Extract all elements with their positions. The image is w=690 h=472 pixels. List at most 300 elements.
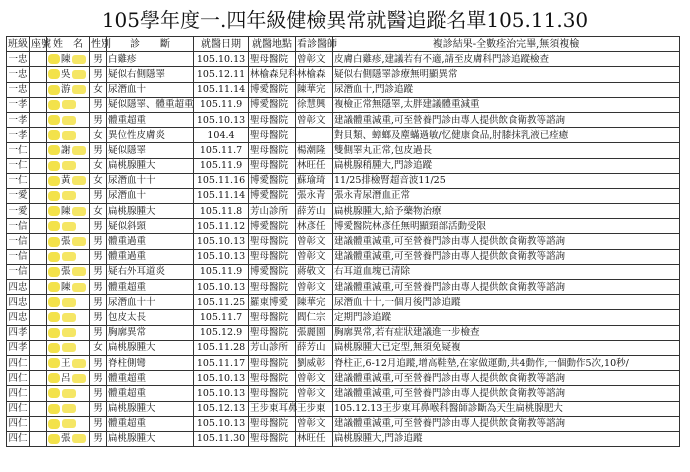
sex-cell: 男	[90, 401, 107, 416]
table-row	[7, 249, 680, 264]
diagnosis-cell: 扁桃腺腫大	[107, 401, 194, 416]
student-name: 黃	[61, 175, 71, 187]
diagnosis-cell: 扁桃腺腫大	[107, 204, 194, 219]
result-cell: 扁桃腺腫大已定型,無須免疑複	[333, 340, 680, 355]
date-cell: 105.10.13	[194, 371, 249, 386]
place-cell: 芳山診所	[249, 340, 296, 355]
seat-cell	[30, 355, 47, 370]
sex-cell: 男	[90, 67, 107, 82]
redaction-mark	[48, 69, 60, 79]
table-row	[7, 204, 680, 219]
sex-cell: 男	[90, 295, 107, 310]
table-row	[7, 128, 680, 143]
sex-cell: 男	[90, 355, 107, 370]
redaction-mark	[48, 176, 60, 186]
class-cell: 一孝	[7, 128, 30, 143]
place-cell: 聖母醫院	[249, 310, 296, 325]
doctor-cell: 張麗園	[296, 325, 333, 340]
sex-cell: 男	[90, 219, 107, 234]
table-row	[7, 416, 680, 431]
doctor-cell: 曾彰文	[296, 112, 333, 127]
seat-cell	[30, 386, 47, 401]
doctor-cell	[296, 128, 333, 143]
diagnosis-cell: 體重超重	[107, 112, 194, 127]
date-cell: 105.10.13	[194, 249, 249, 264]
diagnosis-cell: 尿潛血十	[107, 188, 194, 203]
table-row	[7, 158, 680, 173]
place-cell: 林榆森兒科	[249, 67, 296, 82]
seat-cell	[30, 416, 47, 431]
name-cell	[47, 371, 90, 386]
name-cell	[47, 416, 90, 431]
class-cell: 一愛	[7, 188, 30, 203]
table-row	[7, 401, 680, 416]
table-row	[7, 188, 680, 203]
place-cell: 聖母醫院	[249, 112, 296, 127]
seat-cell	[30, 112, 47, 127]
date-cell: 105.11.28	[194, 340, 249, 355]
table-row	[7, 264, 680, 279]
place-cell: 聖母醫院	[249, 249, 296, 264]
seat-cell	[30, 310, 47, 325]
seat-cell	[30, 188, 47, 203]
table-row	[7, 280, 680, 295]
date-cell: 105.12.9	[194, 325, 249, 340]
redaction-mark	[72, 237, 86, 246]
sex-cell: 男	[90, 188, 107, 203]
date-cell: 104.4	[194, 128, 249, 143]
date-cell: 105.12.11	[194, 67, 249, 82]
diagnosis-cell: 體重超重	[107, 371, 194, 386]
result-cell: 博愛醫院林彥任無明顯頸部活動受限	[333, 219, 680, 234]
table-row	[7, 340, 680, 355]
class-cell: 四孝	[7, 340, 30, 355]
class-cell: 一信	[7, 264, 30, 279]
name-cell	[47, 340, 90, 355]
seat-cell	[30, 67, 47, 82]
result-cell: 尿潛血十十,一個月後門診追蹤	[333, 295, 680, 310]
table-row	[7, 67, 680, 82]
class-cell: 一忠	[7, 82, 30, 97]
place-cell: 博愛醫院	[249, 219, 296, 234]
table-row	[7, 371, 680, 386]
redaction-mark	[48, 85, 60, 95]
redaction-mark	[72, 359, 86, 368]
diagnosis-cell: 白雞疹	[107, 52, 194, 67]
class-cell: 四仁	[7, 416, 30, 431]
place-cell: 聖母醫院	[249, 431, 296, 446]
sex-cell: 男	[90, 97, 107, 112]
diagnosis-cell: 尿潛血十十	[107, 295, 194, 310]
student-name: 張	[61, 236, 71, 248]
sex-cell: 女	[90, 82, 107, 97]
result-cell: 對貝類、蟑螂及塵蟎過敏/忆健康食品,肘膝抹乳液已痊癒	[333, 128, 680, 143]
seat-cell	[30, 82, 47, 97]
sex-cell: 女	[90, 158, 107, 173]
sex-cell: 男	[90, 143, 107, 158]
seat-cell	[30, 280, 47, 295]
sex-cell: 男	[90, 325, 107, 340]
name-cell	[47, 173, 90, 188]
place-cell: 聖母醫院	[249, 355, 296, 370]
class-cell: 四仁	[7, 386, 30, 401]
seat-cell	[30, 401, 47, 416]
class-cell: 一仁	[7, 173, 30, 188]
name-cell	[47, 249, 90, 264]
diagnosis-cell: 體重超重	[107, 280, 194, 295]
doctor-cell: 曾彰文	[296, 280, 333, 295]
seat-cell	[30, 295, 47, 310]
seat-cell	[30, 340, 47, 355]
header-seat: 座號	[30, 37, 47, 52]
redaction-mark	[48, 237, 60, 247]
name-cell	[47, 310, 90, 325]
sex-cell: 女	[90, 173, 107, 188]
doctor-cell: 曾彰文	[296, 234, 333, 249]
result-cell: 胸廓異常,若有症狀建議進一步檢查	[333, 325, 680, 340]
redaction-mark	[48, 115, 60, 125]
redaction-mark	[62, 419, 76, 428]
place-cell: 聖母醫院	[249, 280, 296, 295]
class-cell: 四忠	[7, 310, 30, 325]
redaction-mark	[62, 328, 76, 337]
table-row	[7, 295, 680, 310]
name-cell	[47, 219, 90, 234]
sex-cell: 男	[90, 431, 107, 446]
redaction-mark	[72, 283, 86, 292]
place-cell: 博愛醫院	[249, 188, 296, 203]
redaction-mark	[48, 191, 60, 201]
name-cell	[47, 386, 90, 401]
table-row	[7, 82, 680, 97]
result-cell: 尿潛血十,門診追蹤	[333, 82, 680, 97]
redaction-mark	[72, 374, 86, 383]
result-cell: 扁桃腺腫大,給予藥物治療	[333, 204, 680, 219]
date-cell: 105.10.13	[194, 280, 249, 295]
header-diagnosis: 診 斷	[107, 37, 194, 52]
student-name: 張	[61, 433, 71, 445]
header-class: 班級	[7, 37, 30, 52]
result-cell: 張永青尿潛血正常	[333, 188, 680, 203]
name-cell	[47, 204, 90, 219]
date-cell: 105.10.13	[194, 52, 249, 67]
date-cell: 105.11.9	[194, 264, 249, 279]
header-result: 複診結果-全數痊治完畢,無須複檢	[333, 37, 680, 52]
name-cell	[47, 97, 90, 112]
result-cell: 建議體重減重,可至營養門診由專人提供飲食衛教等諮詢	[333, 386, 680, 401]
name-cell	[47, 52, 90, 67]
sex-cell: 男	[90, 310, 107, 325]
seat-cell	[30, 52, 47, 67]
doctor-cell: 蔣敬文	[296, 264, 333, 279]
redaction-mark	[62, 131, 76, 140]
seat-cell	[30, 128, 47, 143]
date-cell: 105.11.9	[194, 97, 249, 112]
result-cell: 建議體重減重,可至營養門診由專人提供飲食衛教等諮詢	[333, 371, 680, 386]
page-title: 105學年度一.四年級健檢異常就醫追蹤名單105.11.30	[101, 8, 589, 32]
redaction-mark	[48, 373, 60, 383]
place-cell: 博愛醫院	[249, 173, 296, 188]
diagnosis-cell: 疑似右側隱睪	[107, 67, 194, 82]
doctor-cell: 王步東	[296, 401, 333, 416]
sex-cell: 男	[90, 52, 107, 67]
sex-cell: 男	[90, 416, 107, 431]
place-cell: 聖母醫院	[249, 416, 296, 431]
name-cell	[47, 264, 90, 279]
table-row	[7, 310, 680, 325]
name-cell	[47, 143, 90, 158]
doctor-cell: 薛芳山	[296, 340, 333, 355]
doctor-cell: 徐慧興	[296, 97, 333, 112]
seat-cell	[30, 325, 47, 340]
header-sex: 性別	[90, 37, 107, 52]
date-cell: 105.10.13	[194, 386, 249, 401]
class-cell: 四忠	[7, 280, 30, 295]
sex-cell: 女	[90, 128, 107, 143]
redaction-mark	[48, 221, 60, 231]
name-cell	[47, 82, 90, 97]
doctor-cell: 張永青	[296, 188, 333, 203]
redaction-mark	[48, 312, 60, 322]
place-cell: 博愛醫院	[249, 97, 296, 112]
result-cell: 定期門診追蹤	[333, 310, 680, 325]
student-name: 吳	[61, 68, 71, 80]
sex-cell: 男	[90, 249, 107, 264]
seat-cell	[30, 219, 47, 234]
redaction-mark	[48, 434, 60, 444]
class-cell: 一愛	[7, 204, 30, 219]
place-cell: 聖母醫院	[249, 386, 296, 401]
student-name: 張	[61, 266, 71, 278]
name-cell	[47, 158, 90, 173]
redaction-mark	[62, 313, 76, 322]
redaction-mark	[48, 130, 60, 140]
redaction-mark	[62, 116, 76, 125]
seat-cell	[30, 97, 47, 112]
doctor-cell: 閻仁宗	[296, 310, 333, 325]
date-cell: 105.12.13	[194, 401, 249, 416]
seat-cell	[30, 431, 47, 446]
date-cell: 105.11.8	[194, 204, 249, 219]
redaction-mark	[48, 297, 60, 307]
redaction-mark	[62, 389, 76, 398]
sex-cell: 男	[90, 112, 107, 127]
class-cell: 一孝	[7, 112, 30, 127]
result-cell: 建議體重減重,可至營養門診由專人提供飲食衛教等諮詢	[333, 280, 680, 295]
sex-cell: 男	[90, 280, 107, 295]
diagnosis-cell: 包皮太長	[107, 310, 194, 325]
redaction-mark	[72, 434, 86, 443]
result-cell: 11/25排檢腎超音波11/25	[333, 173, 680, 188]
result-cell: 扁桃腺稍腫大,門診追蹤	[333, 158, 680, 173]
doctor-cell: 曾彰文	[296, 52, 333, 67]
followup-table	[6, 36, 680, 447]
redaction-mark	[72, 55, 86, 64]
sex-cell: 男	[90, 264, 107, 279]
date-cell: 105.11.14	[194, 82, 249, 97]
diagnosis-cell: 扁桃腺腫大	[107, 158, 194, 173]
class-cell: 四仁	[7, 355, 30, 370]
place-cell: 聖母醫院	[249, 128, 296, 143]
date-cell: 105.11.7	[194, 310, 249, 325]
class-cell: 四仁	[7, 401, 30, 416]
redaction-mark	[48, 252, 60, 262]
name-cell	[47, 234, 90, 249]
doctor-cell: 曾彰文	[296, 386, 333, 401]
redaction-mark	[48, 328, 60, 338]
place-cell: 芳山診所	[249, 204, 296, 219]
table-row	[7, 143, 680, 158]
redaction-mark	[48, 100, 60, 110]
redaction-mark	[48, 358, 60, 368]
date-cell: 105.11.9	[194, 158, 249, 173]
place-cell: 王步東耳鼻	[249, 401, 296, 416]
doctor-cell: 陳華完	[296, 82, 333, 97]
name-cell	[47, 67, 90, 82]
class-cell: 一忠	[7, 52, 30, 67]
table-header-row	[7, 37, 680, 52]
doctor-cell: 曾彰文	[296, 416, 333, 431]
redaction-mark	[62, 100, 76, 109]
result-cell: 皮膚白雞疹,建議若有不適,請至皮膚科門診追蹤檢查	[333, 52, 680, 67]
doctor-cell: 林榆森	[296, 67, 333, 82]
date-cell: 105.11.17	[194, 355, 249, 370]
diagnosis-cell: 體重過重	[107, 234, 194, 249]
date-cell: 105.10.13	[194, 112, 249, 127]
doctor-cell: 林旺任	[296, 431, 333, 446]
seat-cell	[30, 158, 47, 173]
doctor-cell: 劉威彰	[296, 355, 333, 370]
redaction-mark	[72, 267, 86, 276]
redaction-mark	[62, 222, 76, 231]
diagnosis-cell: 尿潛血十十	[107, 173, 194, 188]
table-row	[7, 234, 680, 249]
name-cell	[47, 188, 90, 203]
header-place: 就醫地點	[249, 37, 296, 52]
date-cell: 105.11.7	[194, 143, 249, 158]
student-name: 陳	[61, 281, 71, 293]
date-cell: 105.11.16	[194, 173, 249, 188]
redaction-mark	[62, 343, 76, 352]
doctor-cell: 薛芳山	[296, 204, 333, 219]
redaction-mark	[48, 267, 60, 277]
name-cell	[47, 295, 90, 310]
class-cell: 一孝	[7, 97, 30, 112]
redaction-mark	[72, 146, 86, 155]
diagnosis-cell: 疑似斜頸	[107, 219, 194, 234]
diagnosis-cell: 胸廓異常	[107, 325, 194, 340]
place-cell: 聖母醫院	[249, 143, 296, 158]
sex-cell: 男	[90, 234, 107, 249]
sex-cell: 男	[90, 371, 107, 386]
table-row	[7, 431, 680, 446]
class-cell: 一信	[7, 234, 30, 249]
redaction-mark	[62, 404, 76, 413]
redaction-mark	[48, 419, 60, 429]
diagnosis-cell: 疑右外耳道炎	[107, 264, 194, 279]
redaction-mark	[48, 145, 60, 155]
result-cell: 105.12.13王步東耳鼻喉科醫師診斷為天生扁桃腺肥大	[333, 401, 680, 416]
result-cell: 雙側睪丸正常,包皮過長	[333, 143, 680, 158]
class-cell: 一信	[7, 249, 30, 264]
result-cell: 疑似右側隱睪診療無明顯異常	[333, 67, 680, 82]
redaction-mark	[72, 176, 86, 185]
doctor-cell: 林旺任	[296, 158, 333, 173]
student-name: 王	[61, 357, 71, 369]
result-cell: 右耳道血塊已清除	[333, 264, 680, 279]
class-cell: 四孝	[7, 325, 30, 340]
redaction-mark	[72, 85, 86, 94]
redaction-mark	[48, 161, 60, 171]
redaction-mark	[48, 54, 60, 64]
place-cell: 聖母醫院	[249, 158, 296, 173]
class-cell: 四忠	[7, 295, 30, 310]
seat-cell	[30, 249, 47, 264]
table-row	[7, 52, 680, 67]
table-row	[7, 97, 680, 112]
class-cell: 一仁	[7, 158, 30, 173]
redaction-mark	[62, 161, 76, 170]
header-date: 就醫日期	[194, 37, 249, 52]
redaction-mark	[48, 343, 60, 353]
date-cell: 105.10.13	[194, 234, 249, 249]
place-cell: 聖母醫院	[249, 371, 296, 386]
diagnosis-cell: 疑似隱睪、體重超重	[107, 97, 194, 112]
place-cell: 聖母醫院	[249, 325, 296, 340]
date-cell: 105.11.12	[194, 219, 249, 234]
result-cell: 複檢正常無隱睪,太胖建議體重減重	[333, 97, 680, 112]
class-cell: 一忠	[7, 67, 30, 82]
student-name: 謝	[61, 144, 71, 156]
student-name: 陳	[61, 205, 71, 217]
redaction-mark	[48, 388, 60, 398]
name-cell	[47, 431, 90, 446]
sex-cell: 女	[90, 340, 107, 355]
seat-cell	[30, 234, 47, 249]
doctor-cell: 蘇瑜琦	[296, 173, 333, 188]
seat-cell	[30, 143, 47, 158]
class-cell: 一信	[7, 219, 30, 234]
diagnosis-cell: 扁桃腺腫大	[107, 340, 194, 355]
student-name: 呂	[61, 372, 71, 384]
diagnosis-cell: 扁桃腺腫大	[107, 431, 194, 446]
seat-cell	[30, 173, 47, 188]
diagnosis-cell: 體重超重	[107, 416, 194, 431]
name-cell	[47, 280, 90, 295]
diagnosis-cell: 體重超重	[107, 386, 194, 401]
student-name: 游	[61, 84, 71, 96]
place-cell: 羅東博愛	[249, 295, 296, 310]
result-cell: 建議體重減重,可至營養門診由專人提供飲食衛教等諮詢	[333, 112, 680, 127]
diagnosis-cell: 體重過重	[107, 249, 194, 264]
header-doctor: 看診醫師	[296, 37, 333, 52]
date-cell: 105.11.30	[194, 431, 249, 446]
place-cell: 聖母醫院	[249, 52, 296, 67]
name-cell	[47, 128, 90, 143]
doctor-cell: 曾彰文	[296, 249, 333, 264]
name-cell	[47, 112, 90, 127]
result-cell: 建議體重減重,可至營養門診由專人提供飲食衛教等諮詢	[333, 416, 680, 431]
seat-cell	[30, 264, 47, 279]
doctor-cell: 陳華完	[296, 295, 333, 310]
redaction-mark	[72, 70, 86, 79]
date-cell: 105.10.13	[194, 416, 249, 431]
class-cell: 一仁	[7, 143, 30, 158]
class-cell: 四仁	[7, 371, 30, 386]
redaction-mark	[62, 252, 76, 261]
date-cell: 105.11.25	[194, 295, 249, 310]
doctor-cell: 林彥任	[296, 219, 333, 234]
